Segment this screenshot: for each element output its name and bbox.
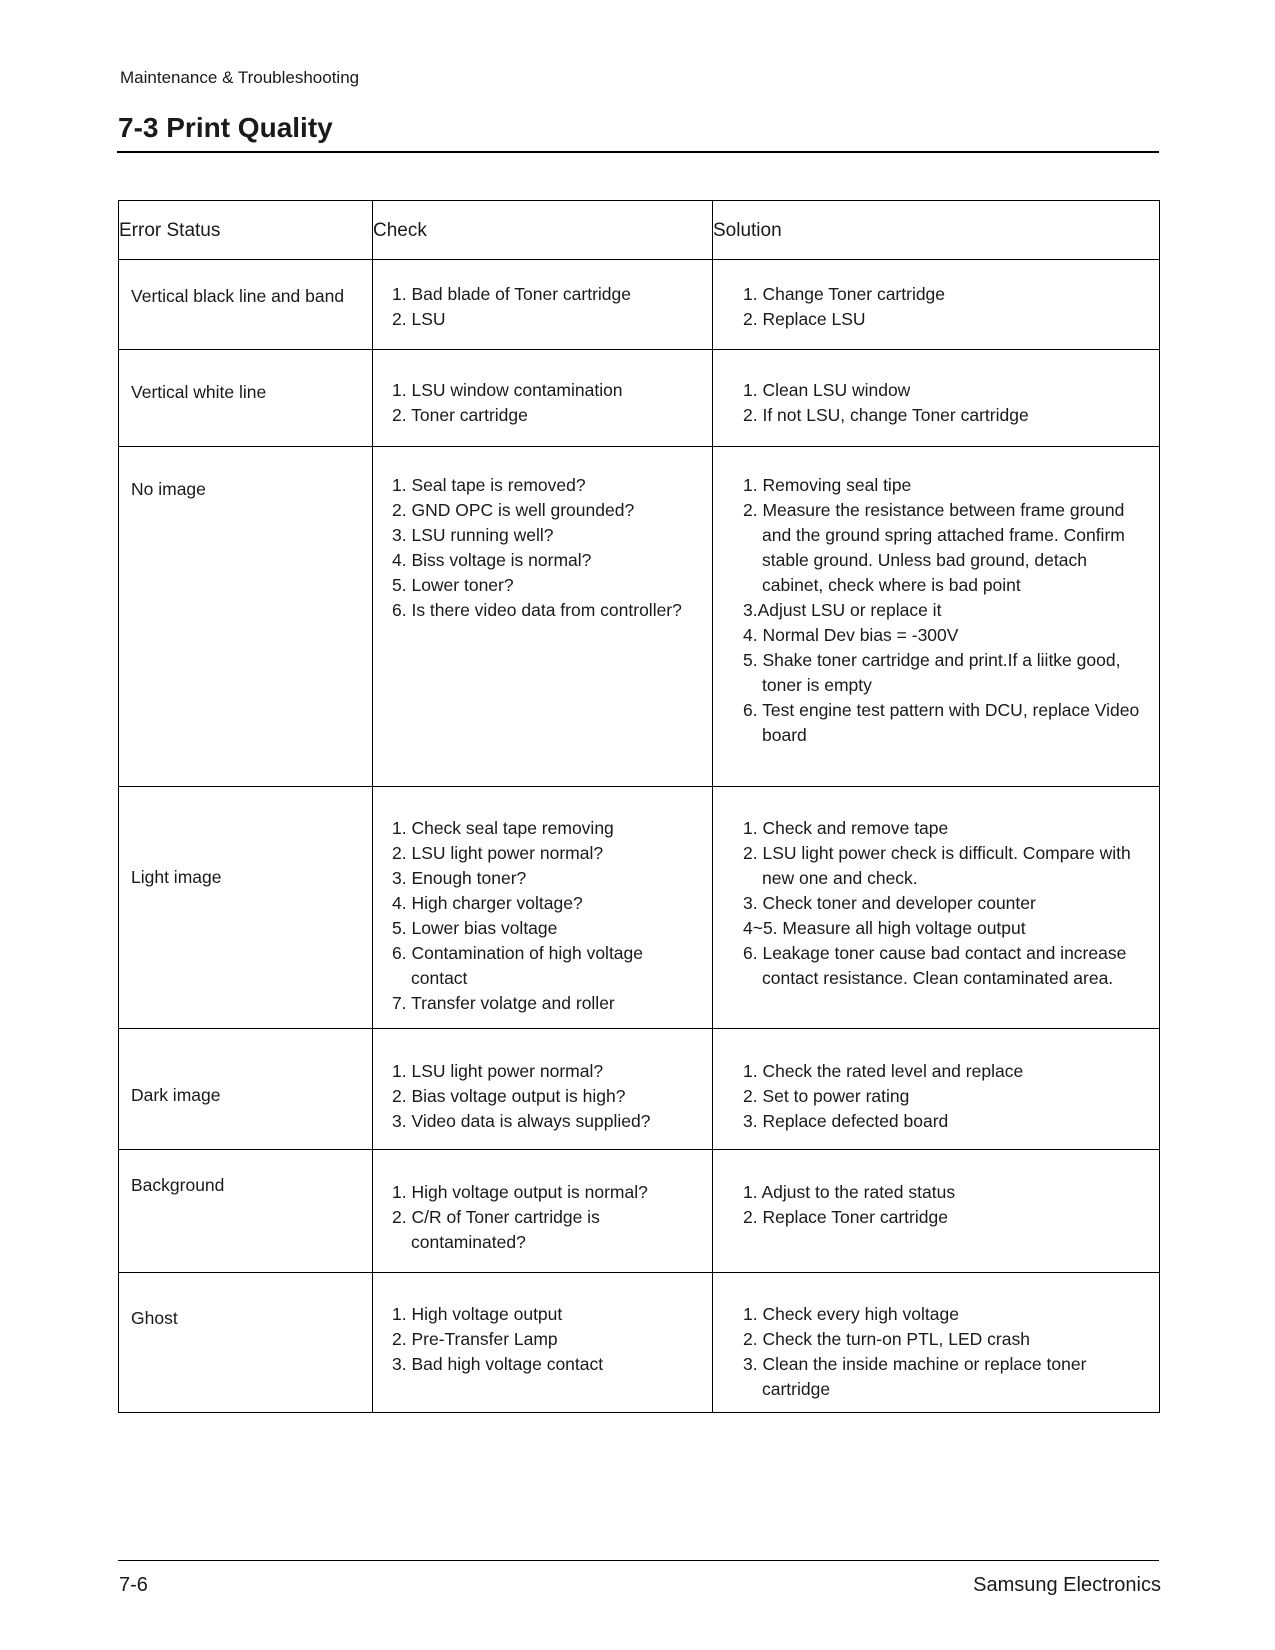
check-item: 2. C/R of Toner cartridge is contaminated? xyxy=(392,1207,600,1252)
table-row xyxy=(119,1029,1160,1150)
solution-list xyxy=(713,787,1159,991)
check-item: 3. Bad high voltage contact xyxy=(392,1354,604,1374)
solution-item: 1. Adjust to the rated status xyxy=(743,1182,956,1202)
solution-item: 1. Change Toner cartridge xyxy=(743,284,946,304)
check-cell xyxy=(373,1273,713,1413)
solution-item: 1. Check every high voltage xyxy=(743,1304,959,1324)
solution-cell xyxy=(713,1029,1160,1150)
solution-item: 1. Check and remove tape xyxy=(743,818,949,838)
error-status-text: Dark image xyxy=(131,1085,221,1105)
error-status-cell xyxy=(119,1150,373,1273)
error-status-cell xyxy=(119,447,373,787)
solution-item: 1. Removing seal tipe xyxy=(743,475,912,495)
column-header-solution: Solution xyxy=(713,201,1160,260)
check-list xyxy=(373,260,712,332)
solution-list xyxy=(713,260,1159,332)
check-item: 1. LSU window contamination xyxy=(392,380,623,400)
check-list xyxy=(373,1273,712,1377)
section-title: 7-3 Print Quality xyxy=(118,112,333,143)
check-cell xyxy=(373,260,713,350)
solution-cell xyxy=(713,1150,1160,1273)
column-header-check: Check xyxy=(373,201,713,260)
table-row xyxy=(119,1273,1160,1413)
check-item: 4. Biss voltage is normal? xyxy=(392,550,592,570)
check-item: 3. Video data is always supplied? xyxy=(392,1111,651,1131)
check-item: 2. GND OPC is well grounded? xyxy=(392,500,635,520)
check-item: 2. Pre-Transfer Lamp xyxy=(392,1329,558,1349)
check-list xyxy=(373,1150,712,1255)
check-item: 1. Seal tape is removed? xyxy=(392,475,586,495)
table-row xyxy=(119,260,1160,350)
error-status-cell xyxy=(119,1273,373,1413)
print-quality-table xyxy=(118,200,1160,1413)
solution-cell xyxy=(713,447,1160,787)
error-status-text: Ghost xyxy=(131,1308,178,1328)
table-body xyxy=(119,260,1160,1413)
check-item: 3. LSU running well? xyxy=(392,525,554,545)
solution-item: 3. Replace defected board xyxy=(743,1111,949,1131)
check-item: 3. Enough toner? xyxy=(392,868,527,888)
error-status-cell xyxy=(119,350,373,447)
table-row xyxy=(119,350,1160,447)
table-row xyxy=(119,1150,1160,1273)
solution-list xyxy=(713,1029,1159,1134)
solution-item: 4~5. Measure all high voltage output xyxy=(743,918,1026,938)
error-status-cell xyxy=(119,260,373,350)
check-list xyxy=(373,787,712,1016)
solution-cell xyxy=(713,787,1160,1029)
solution-item: 2. Check the turn-on PTL, LED crash xyxy=(743,1329,1030,1349)
error-status-text: Vertical black line and band xyxy=(131,286,345,306)
check-item: 1. High voltage output is normal? xyxy=(392,1182,648,1202)
solution-item: 4. Normal Dev bias = -300V xyxy=(743,625,959,645)
check-item: 4. High charger voltage? xyxy=(392,893,583,913)
solution-item: 2. If not LSU, change Toner cartridge xyxy=(743,405,1029,425)
check-item: 6. Contamination of high voltage contact xyxy=(392,943,643,988)
check-item: 6. Is there video data from controller? xyxy=(392,600,682,620)
check-item: 1. Bad blade of Toner cartridge xyxy=(392,284,632,304)
solution-item: 6. Leakage toner cause bad contact and increase contact resistance. Clean contaminated area. xyxy=(743,943,1127,988)
check-item: 1. LSU light power normal? xyxy=(392,1061,604,1081)
table-row xyxy=(119,787,1160,1029)
solution-item: 2. LSU light power check is difficult. Compare with new one and check. xyxy=(743,843,1131,888)
check-item: 1. Check seal tape removing xyxy=(392,818,614,838)
check-item: 2. Toner cartridge xyxy=(392,405,528,425)
check-list xyxy=(373,447,712,623)
table-row xyxy=(119,447,1160,787)
solution-cell xyxy=(713,350,1160,447)
error-status-text: No image xyxy=(131,479,206,499)
solution-list xyxy=(713,1273,1159,1402)
solution-item: 5. Shake toner cartridge and print.If a liitke good, toner is empty xyxy=(743,650,1121,695)
check-cell xyxy=(373,787,713,1029)
check-cell xyxy=(373,1029,713,1150)
solution-item: 2. Set to power rating xyxy=(743,1086,910,1106)
error-status-text: Vertical white line xyxy=(131,382,267,402)
solution-item: 3.Adjust LSU or replace it xyxy=(743,600,942,620)
check-item: 1. High voltage output xyxy=(392,1304,563,1324)
check-list xyxy=(373,1029,712,1134)
title-divider xyxy=(117,151,1159,153)
solution-list xyxy=(713,350,1159,428)
solution-item: 2. Replace LSU xyxy=(743,309,866,329)
solution-item: 1. Clean LSU window xyxy=(743,380,911,400)
page-number: 7-6 xyxy=(119,1574,148,1596)
solution-list xyxy=(713,1150,1159,1230)
check-cell xyxy=(373,1150,713,1273)
table-header-row xyxy=(119,201,1160,260)
column-header-error-status: Error Status xyxy=(119,201,373,260)
error-status-text: Background xyxy=(131,1175,225,1195)
footer-divider xyxy=(118,1560,1159,1561)
solution-cell xyxy=(713,1273,1160,1413)
solution-item: 1. Check the rated level and replace xyxy=(743,1061,1024,1081)
check-item: 2. LSU xyxy=(392,309,446,329)
solution-item: 6. Test engine test pattern with DCU, replace Video board xyxy=(743,700,1140,745)
solution-cell xyxy=(713,260,1160,350)
solution-item: 3. Clean the inside machine or replace toner cartridge xyxy=(743,1354,1087,1399)
error-status-cell xyxy=(119,787,373,1029)
check-cell xyxy=(373,447,713,787)
check-item: 2. LSU light power normal? xyxy=(392,843,604,863)
solution-item: 2. Measure the resistance between frame ground and the ground spring attached frame. Confirm stable ground. Unless bad ground, detach cabinet, check where is bad point xyxy=(743,500,1125,595)
running-header: Maintenance & Troubleshooting xyxy=(120,68,360,87)
check-list xyxy=(373,350,712,428)
check-item: 5. Lower bias voltage xyxy=(392,918,558,938)
check-item: 5. Lower toner? xyxy=(392,575,514,595)
check-item: 7. Transfer volatge and roller xyxy=(392,993,615,1013)
footer-company: Samsung Electronics xyxy=(973,1574,1161,1596)
error-status-cell xyxy=(119,1029,373,1150)
solution-list xyxy=(713,447,1159,748)
error-status-text: Light image xyxy=(131,867,222,887)
solution-item: 2. Replace Toner cartridge xyxy=(743,1207,948,1227)
solution-item: 3. Check toner and developer counter xyxy=(743,893,1036,913)
check-item: 2. Bias voltage output is high? xyxy=(392,1086,626,1106)
check-cell xyxy=(373,350,713,447)
